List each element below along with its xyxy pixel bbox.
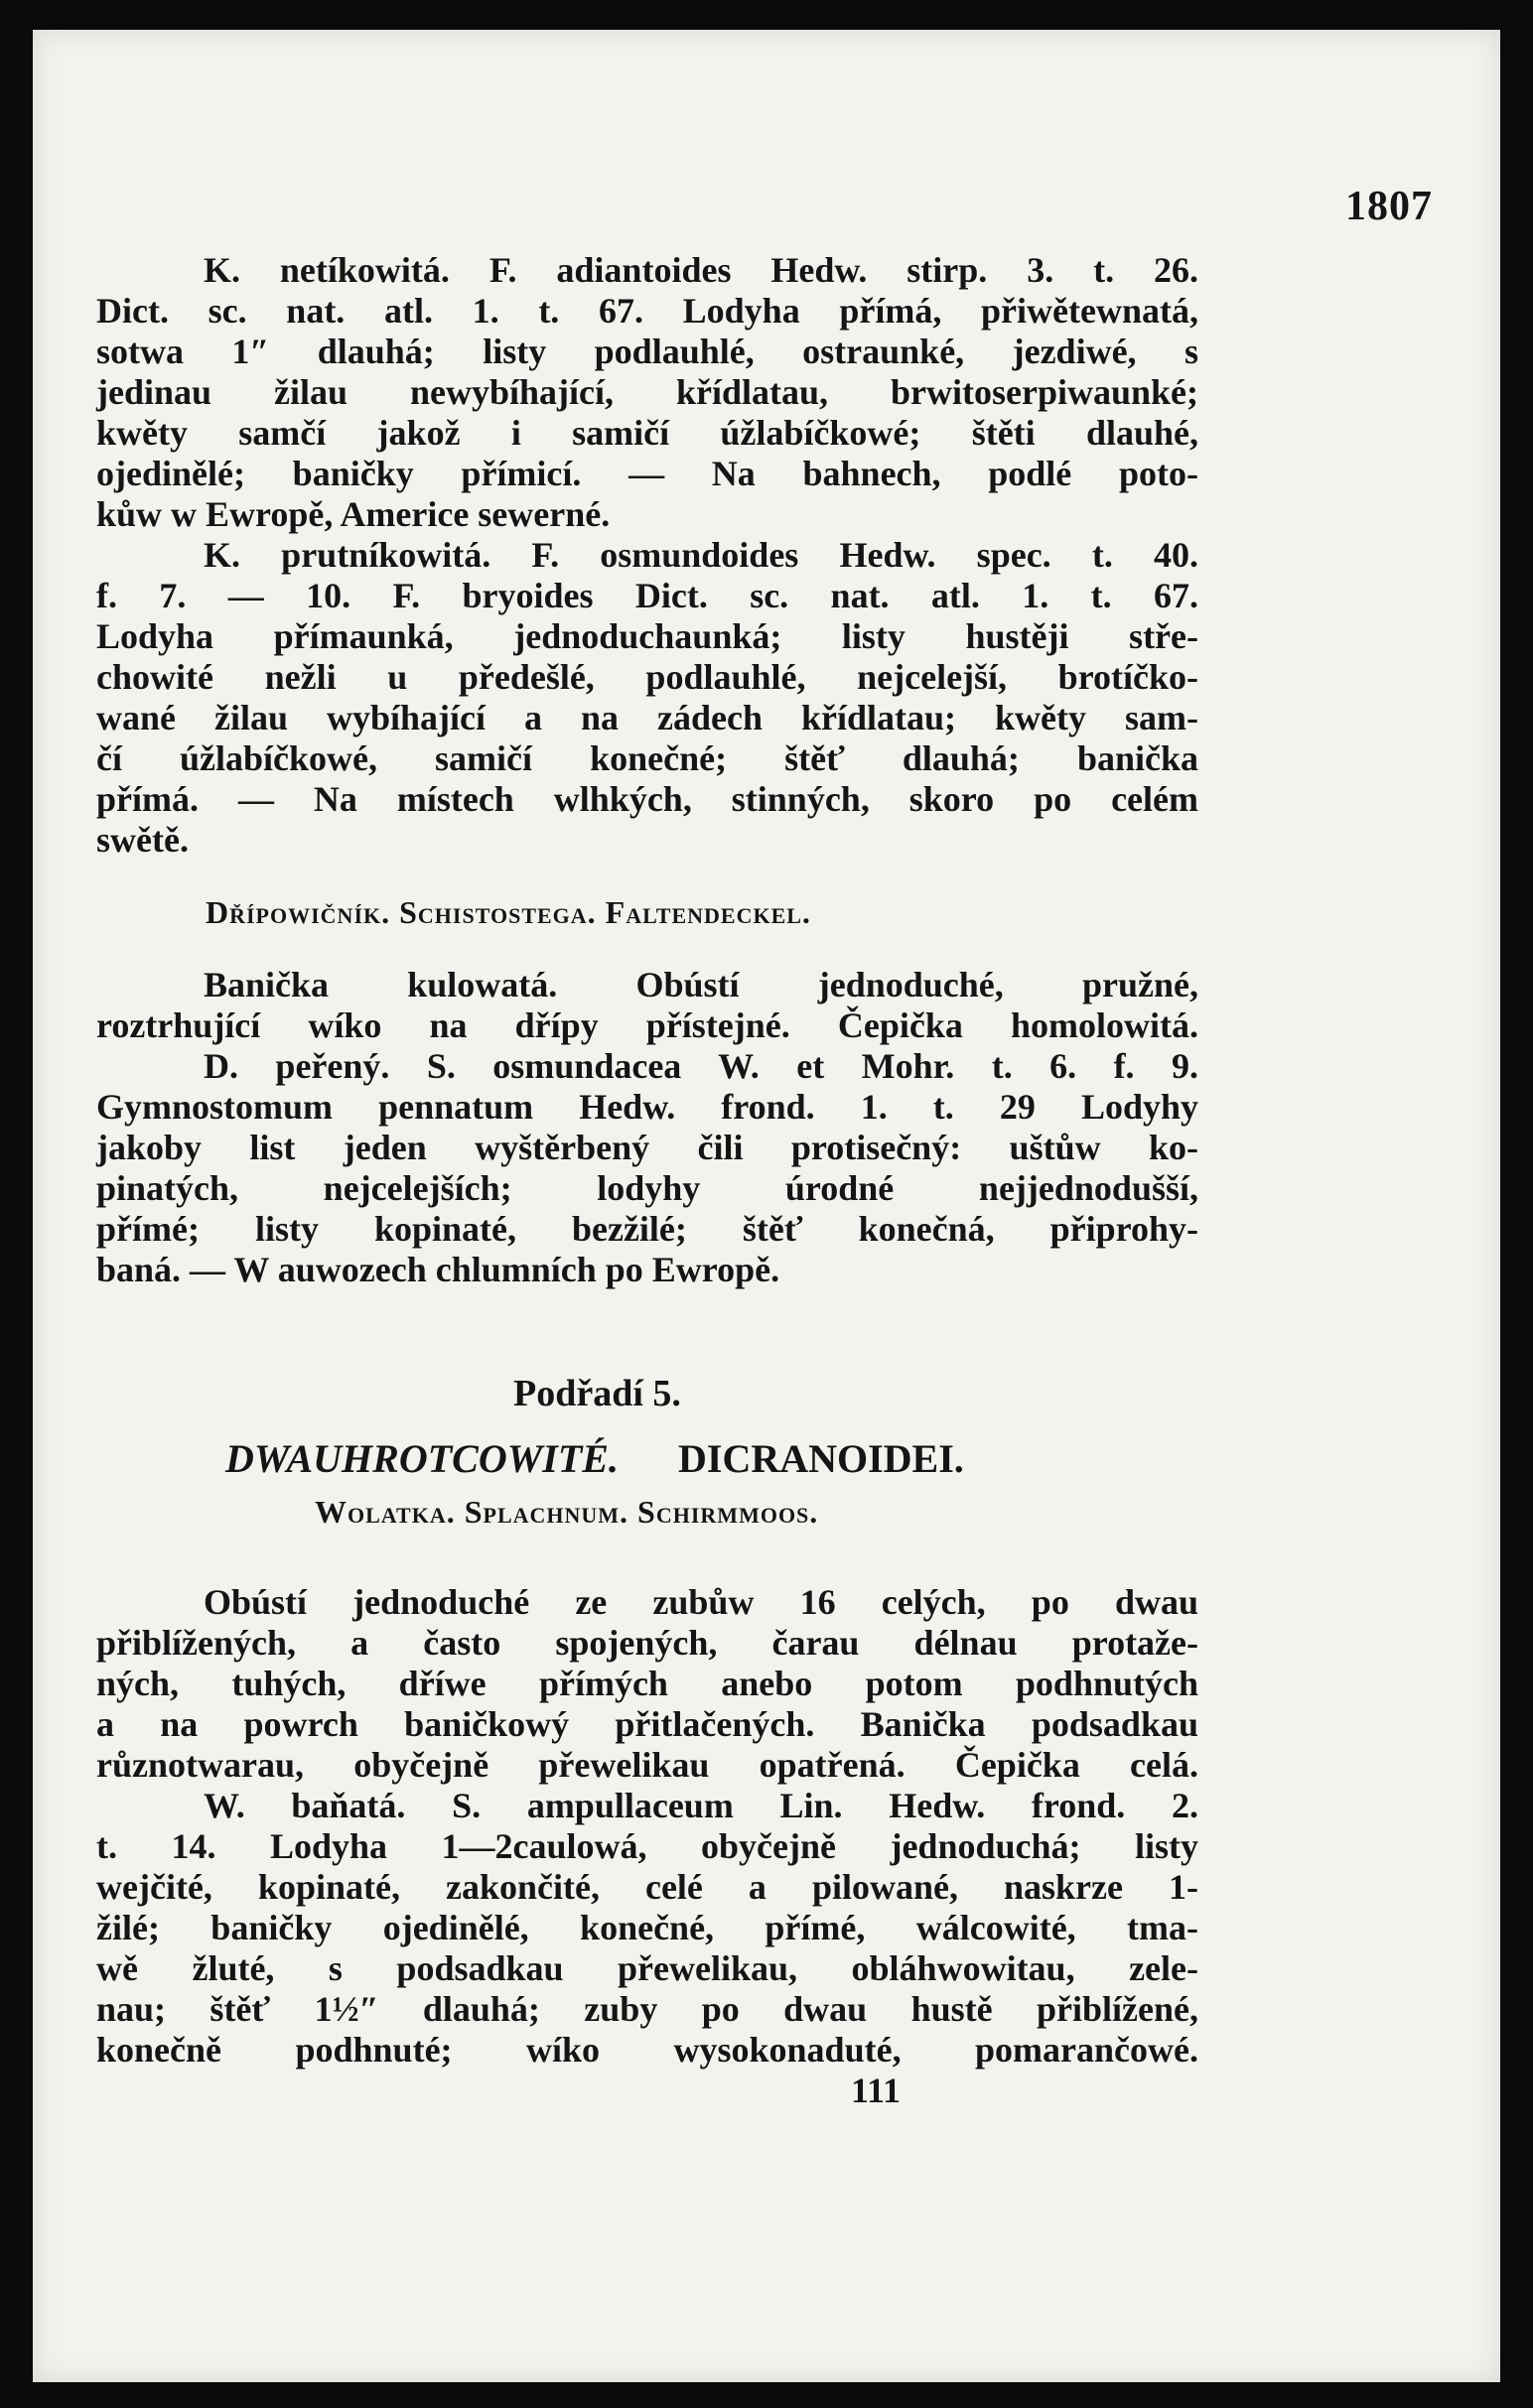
text-line: K. netíkowitá. F. adiantoides Hedw. stirp. 3. t. 26. bbox=[204, 250, 1198, 290]
text-line: přiblížených, a často spojených, čarau délnau protaže- bbox=[96, 1623, 1198, 1663]
page-content bbox=[96, 250, 1198, 2111]
family-heading-latin: DICRANOIDEI. bbox=[677, 1436, 964, 1481]
text-line: Lodyha přímaunká, jednoduchaunká; listy hustěji stře- bbox=[96, 616, 1198, 656]
text-line: kůw w Ewropě, Americe sewerné. bbox=[96, 494, 611, 534]
species-block-2 bbox=[96, 965, 1198, 1290]
text-line: žilé; baničky ojedinělé, konečné, přímé, wálcowité, tma- bbox=[96, 1908, 1198, 1947]
text-line: čí úžlabíčkowé, samičí konečné; štěť dlauhá; banička bbox=[96, 738, 1198, 778]
text-line: wě žluté, s podsadkau přewelikau, obláhwowitau, zele- bbox=[96, 1948, 1198, 1988]
text-line: Banička kulowatá. Obústí jednoduché, pružné, bbox=[204, 965, 1198, 1004]
text-line: swětě. bbox=[96, 820, 189, 860]
text-line: f. 7. — 10. F. bryoides Dict. sc. nat. atl. 1. t. 67. bbox=[96, 576, 1198, 615]
text-line: přímá. — Na místech wlhkých, stinných, skoro po celém bbox=[96, 779, 1198, 819]
text-line: konečně podhnuté; wíko wysokonaduté, pomarančowé. bbox=[96, 2030, 1198, 2070]
text-line: W. baňatá. S. ampullaceum Lin. Hedw. frond. 2. bbox=[204, 1786, 1198, 1825]
page-number: 1807 bbox=[1345, 184, 1433, 229]
signature-mark: 111 bbox=[851, 2071, 902, 2110]
text-line: D. peřený. S. osmundacea W. et Mohr. t. 6. f. 9. bbox=[204, 1046, 1198, 1086]
text-line: K. prutníkowitá. F. osmundoides Hedw. spec. t. 40. bbox=[204, 535, 1198, 575]
genus-heading-dripowicnik: Dřípowičník. Schistostega. Faltendeckel. bbox=[206, 894, 811, 930]
text-line: Gymnostomum pennatum Hedw. frond. 1. t. 29 Lodyhy bbox=[96, 1087, 1198, 1127]
book-page bbox=[33, 30, 1500, 2382]
text-line: nau; štěť 1½″ dlauhá; zuby po dwau hustě přiblížené, bbox=[96, 1989, 1198, 2029]
suborder-label: Podřadí 5. bbox=[513, 1373, 681, 1414]
species-block-1 bbox=[96, 250, 1198, 861]
text-line: jakoby list jeden wyštěrbený čili protisečný: uštůw ko- bbox=[96, 1128, 1198, 1167]
text-line: Dict. sc. nat. atl. 1. t. 67. Lodyha přímá, přiwětewnatá, bbox=[96, 291, 1198, 331]
text-line: různotwarau, obyčejně přewelikau opatřená. Čepička celá. bbox=[96, 1745, 1198, 1785]
text-line: kwěty samčí jakož i samičí úžlabíčkowé; štěti dlauhé, bbox=[96, 413, 1198, 453]
text-line: Obústí jednoduché ze zubůw 16 celých, po dwau bbox=[204, 1582, 1198, 1622]
text-line: wejčité, kopinaté, zakončité, celé a pilowané, naskrze 1- bbox=[96, 1867, 1198, 1907]
family-heading bbox=[96, 1436, 1198, 1482]
text-line: t. 14. Lodyha 1—2caulowá, obyčejně jednoduchá; listy bbox=[96, 1826, 1198, 1866]
genus-heading-wolatka: Wolatka. Splachnum. Schirmmoos. bbox=[315, 1494, 819, 1530]
text-line: pinatých, nejcelejších; lodyhy úrodné nejjednodušší, bbox=[96, 1168, 1198, 1208]
text-line: chowité nežli u předešlé, podlauhlé, nejcelejší, brotíčko- bbox=[96, 657, 1198, 697]
text-line: wané žilau wybíhající a na zádech křídlatau; kwěty sam- bbox=[96, 698, 1198, 737]
genus-description-block bbox=[96, 1582, 1198, 2071]
text-line: ojedinělé; baničky přímicí. — Na bahnech, podlé poto- bbox=[96, 454, 1198, 493]
text-line: roztrhující wíko na dřípy přístejné. Čepička homolowitá. bbox=[96, 1005, 1198, 1045]
text-line: ných, tuhých, dříwe přímých anebo potom podhnutých bbox=[96, 1664, 1198, 1703]
text-line: a na powrch baničkowý přitlačených. Banička podsadkau bbox=[96, 1704, 1198, 1744]
text-line: baná. — W auwozech chlumních po Ewropě. bbox=[96, 1250, 780, 1289]
text-line: sotwa 1″ dlauhá; listy podlauhlé, ostraunké, jezdiwé, s bbox=[96, 332, 1198, 371]
text-line: přímé; listy kopinaté, bezžilé; štěť konečná, připrohy- bbox=[96, 1209, 1198, 1249]
text-line: jedinau žilau newybíhající, křídlatau, brwitoserpiwaunké; bbox=[96, 372, 1198, 412]
family-heading-czech: DWAUHROTCOWITÉ. bbox=[225, 1436, 619, 1481]
